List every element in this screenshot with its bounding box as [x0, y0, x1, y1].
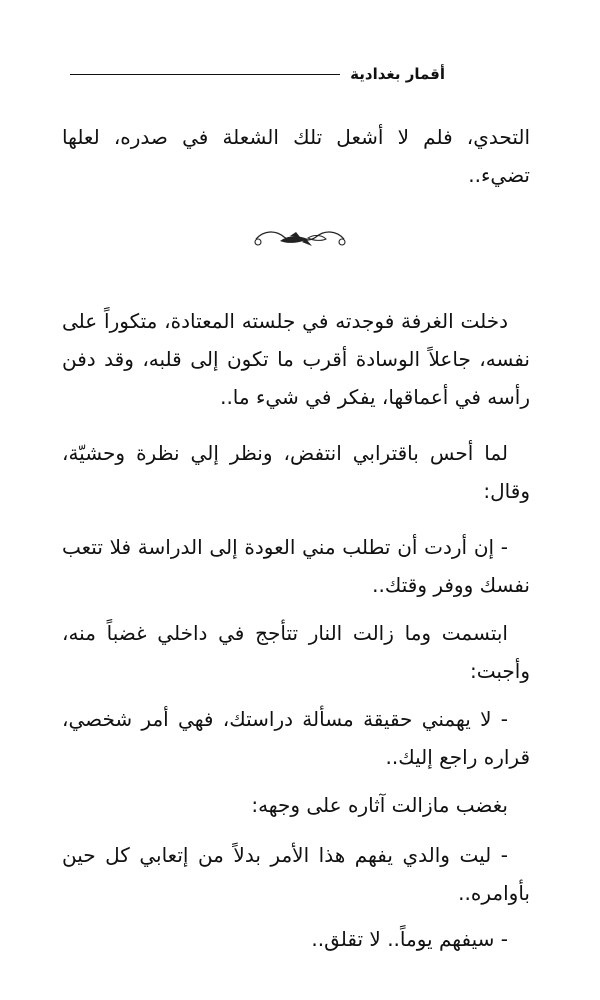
paragraph-continuation: التحدي، فلم لا أشعل تلك الشعلة في صدره، لعلها تضيء.. — [62, 125, 530, 187]
dialogue-line-2: - لا يهمني حقيقة مسألة دراستك، فهي أمر شخصي، قراره راجع إليك.. — [62, 707, 530, 769]
header-rule — [70, 74, 340, 75]
paragraph-smile: ابتسمت وما زالت النار تتأجج في داخلي غضباً منه، وأجبت: — [62, 621, 530, 683]
floral-divider-icon — [250, 226, 350, 252]
paragraph-anger: بغضب مازالت آثاره على وجهه: — [251, 793, 508, 817]
dialogue-line-4: - سيفهم يوماً.. لا تقلق.. — [311, 927, 508, 951]
running-header — [70, 62, 445, 86]
dialogue-line-1: - إن أردت أن تطلب مني العودة إلى الدراسة فلا تتعب نفسك ووفر وقتك.. — [62, 535, 530, 597]
dialogue-line-3: - ليت والدي يفهم هذا الأمر بدلاً من إتعابي كل حين بأوامره.. — [62, 843, 530, 905]
running-title: أقمار بغدادية — [350, 65, 445, 83]
paragraph-reaction: لما أحس باقترابي انتفض، ونظر إلي نظرة وحشيّة، وقال: — [62, 441, 530, 503]
paragraph-entering-room: دخلت الغرفة فوجدته في جلسته المعتادة، متكوراً على نفسه، جاعلاً الوسادة أقرب ما تكون إلى قلبه، وقد دفن رأسه في أعماقها، يفكر في شيء ما.. — [62, 309, 530, 409]
